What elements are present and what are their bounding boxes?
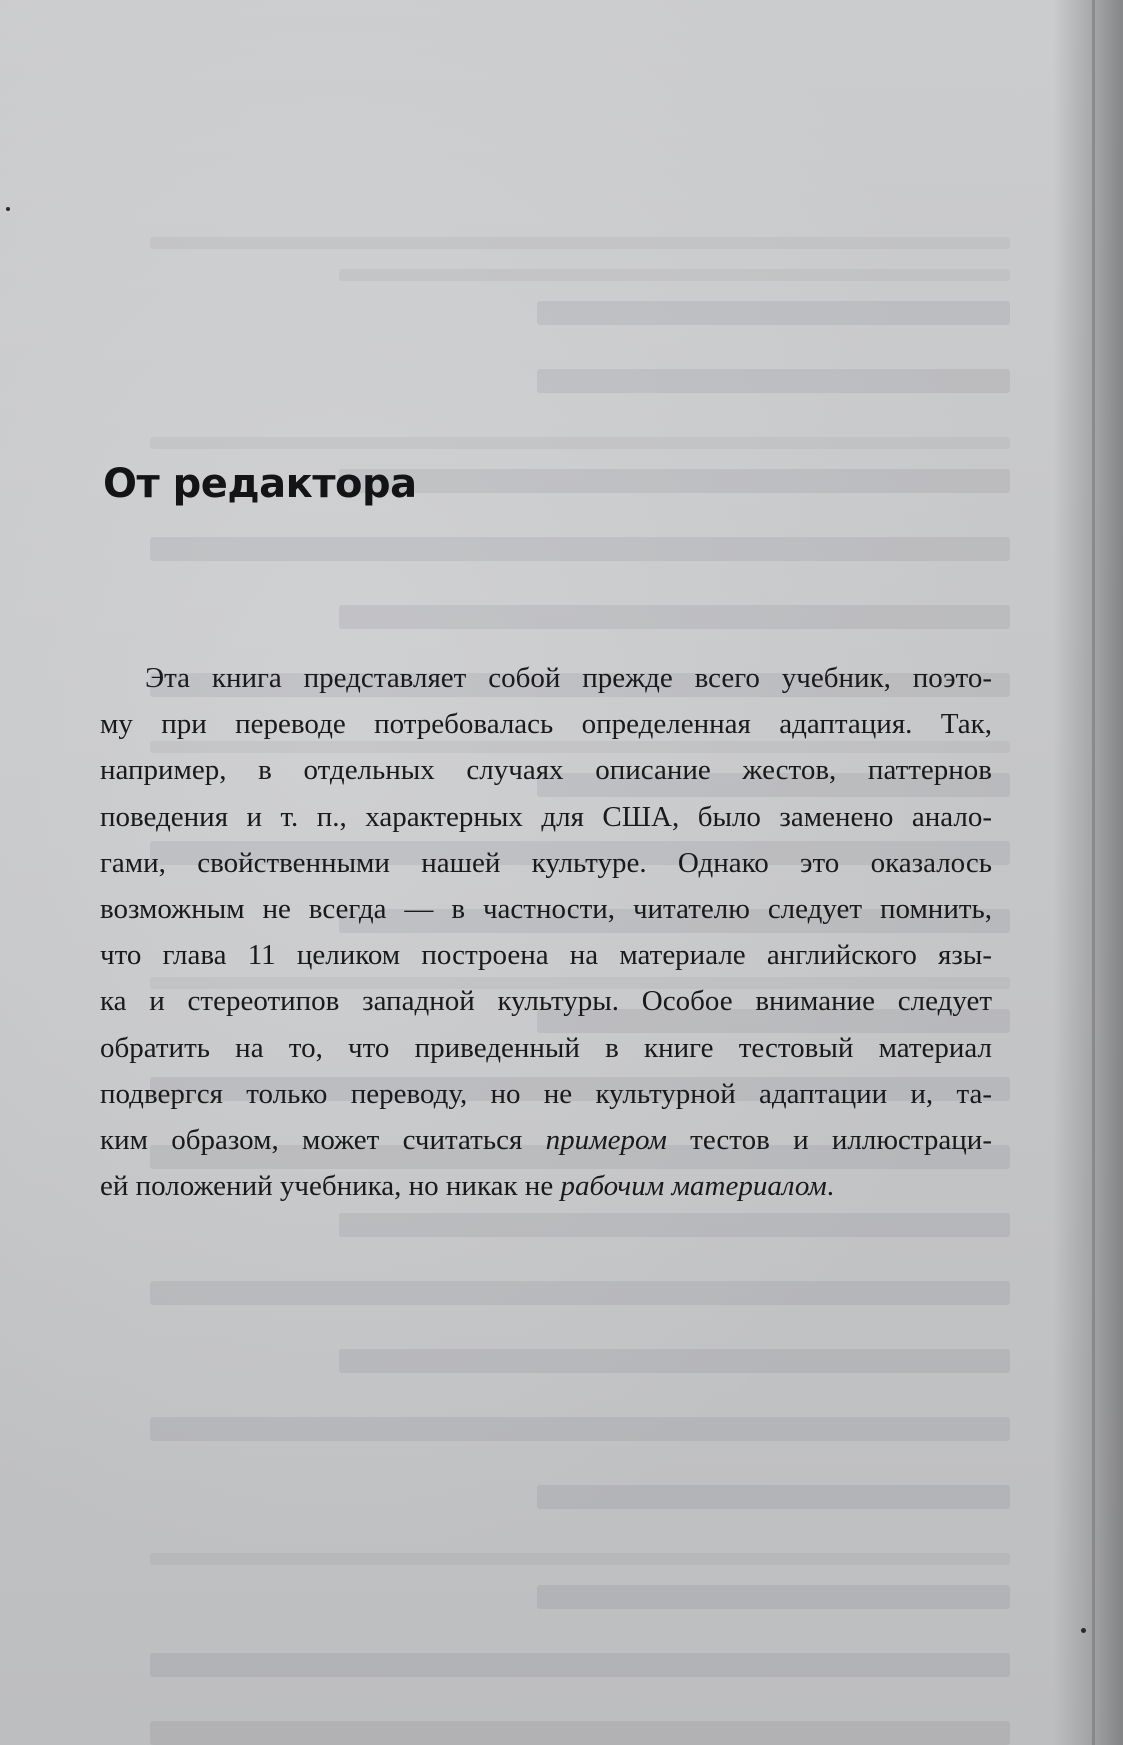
paragraph-line: обратить на то, что приведенный в книге тестовый материал xyxy=(100,1031,992,1064)
page-edge xyxy=(1092,0,1095,1745)
text-segment: тестов и иллюстраци- xyxy=(666,1124,992,1157)
emphasis-working-material: рабочим материалом xyxy=(560,1170,827,1203)
paragraph-line: поведения и т. п., характерных для США, было заменено анало- xyxy=(100,800,992,833)
paragraph-line: ка и стереотипов западной культуры. Особое внимание следует xyxy=(100,985,992,1018)
text-segment: ким образом, может считаться xyxy=(100,1124,546,1157)
paragraph-line: Эта книга представляет собой прежде всего учебник, поэто- xyxy=(145,662,992,694)
paragraph-line: возможным не всегда — в частности, читателю следует помнить, xyxy=(100,893,992,926)
paragraph-line-with-emphasis xyxy=(100,1117,992,1163)
paragraph-last-line xyxy=(100,1163,992,1209)
editor-note-paragraph xyxy=(100,655,992,1209)
paragraph-line: му при переводе потребовалась определенная адаптация. Так, xyxy=(100,708,992,741)
paragraph-line: подвергся только переводу, но не культурной адаптации и, та- xyxy=(100,1077,992,1110)
emphasis-primerom: примером xyxy=(545,1124,667,1157)
scan-speck xyxy=(6,207,10,211)
paragraph-line: что глава 11 целиком построена на материале английского язы- xyxy=(100,939,992,972)
scan-speck xyxy=(1081,1628,1086,1633)
text-segment: ей положений учебника, но никак не xyxy=(100,1170,561,1203)
paragraph-line: гами, свойственными нашей культуре. Однако это оказалось xyxy=(100,846,992,879)
paragraph-line: например, в отдельных случаях описание жестов, паттернов xyxy=(100,754,992,787)
page-heading: От редактора xyxy=(103,461,417,507)
spine-shadow xyxy=(1053,0,1123,1745)
text-segment: . xyxy=(826,1170,834,1203)
